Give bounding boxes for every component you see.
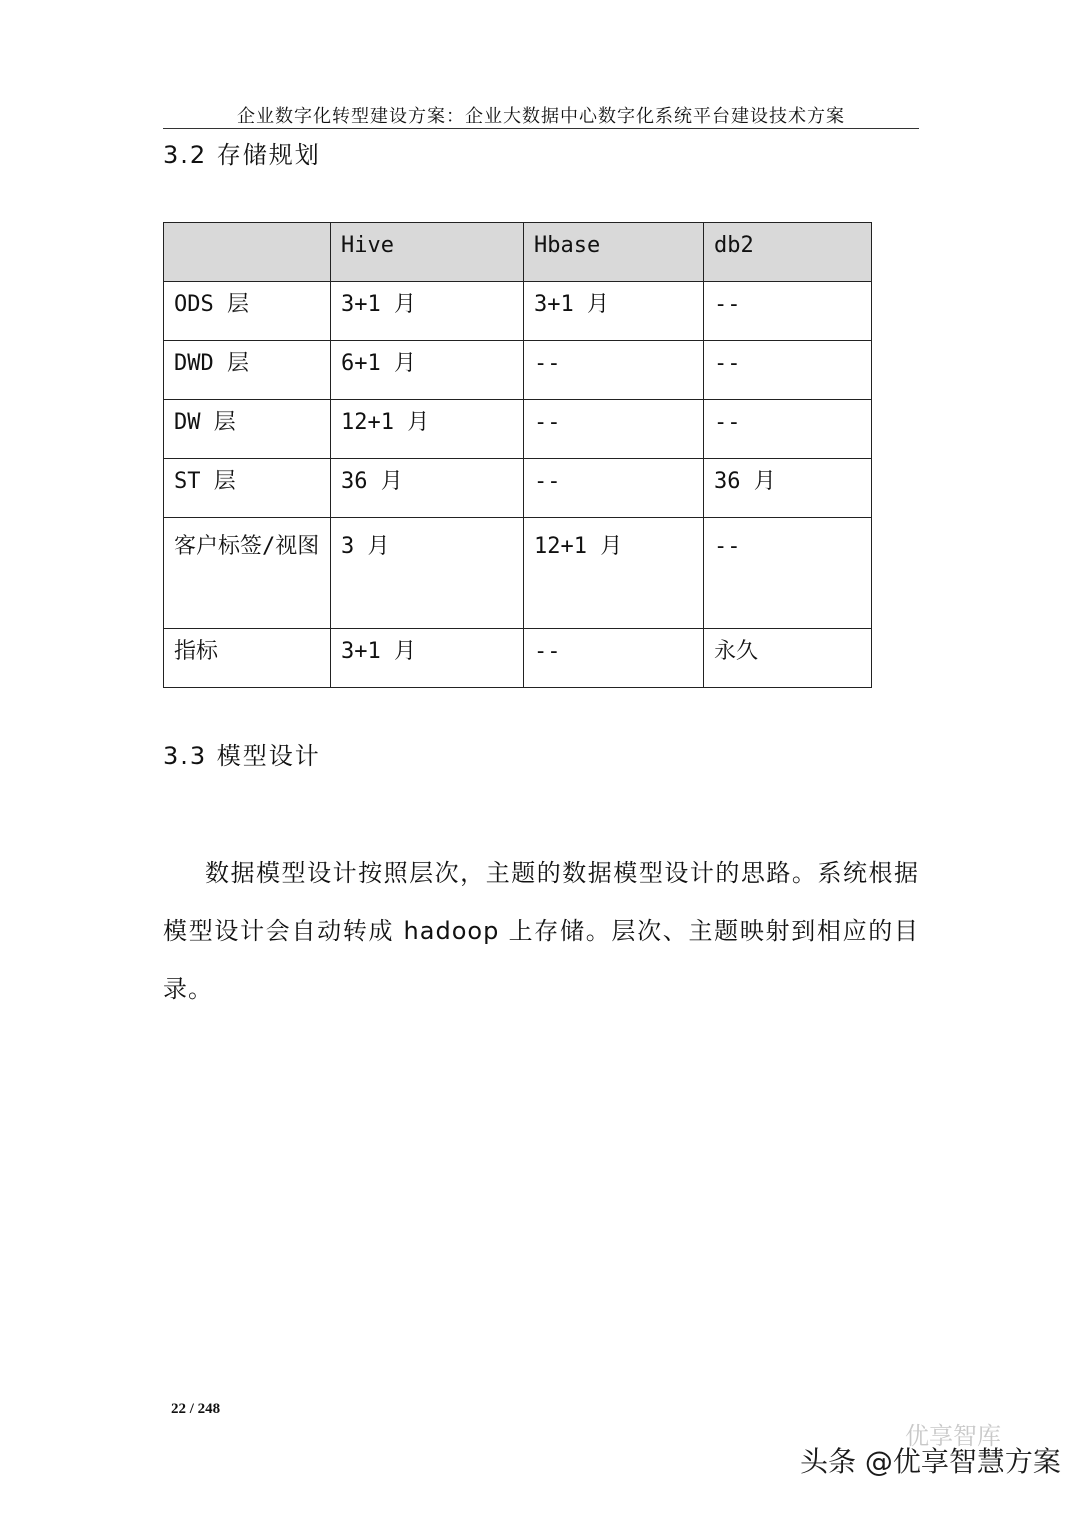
table-cell: 永久 [704, 629, 872, 688]
table-cell: 36 月 [331, 459, 524, 518]
header-divider [163, 128, 919, 129]
table-row [164, 400, 872, 459]
section-heading-3-2: 3.2 存储规划 [163, 141, 321, 169]
table-cell: -- [704, 518, 872, 629]
table-row [164, 341, 872, 400]
table-cell: ST 层 [164, 459, 331, 518]
table-cell: DWD 层 [164, 341, 331, 400]
table-header-cell: Hive [331, 223, 524, 282]
table-header-cell [164, 223, 331, 282]
table-cell: 3 月 [331, 518, 524, 629]
table-header-cell: Hbase [524, 223, 704, 282]
table-row [164, 629, 872, 688]
table-cell: -- [704, 341, 872, 400]
table-cell: -- [524, 400, 704, 459]
table-cell: ODS 层 [164, 282, 331, 341]
table-cell: 3+1 月 [524, 282, 704, 341]
table-row [164, 518, 872, 629]
table-cell: 12+1 月 [331, 400, 524, 459]
table-cell: 6+1 月 [331, 341, 524, 400]
table-header-row [164, 223, 872, 282]
table-cell: 3+1 月 [331, 282, 524, 341]
table-cell: 12+1 月 [524, 518, 704, 629]
table-row [164, 282, 872, 341]
table-header-cell: db2 [704, 223, 872, 282]
page-number: 22 / 248 [171, 1401, 221, 1417]
body-paragraph: 数据模型设计按照层次，主题的数据模型设计的思路。系统根据模型设计会自动转成 hadoop 上存储。层次、主题映射到相应的目录。 [163, 859, 919, 1003]
table-cell: 3+1 月 [331, 629, 524, 688]
header-title: 企业数字化转型建设方案：企业大数据中心数字化系统平台建设技术方案 [237, 106, 845, 127]
table-cell: -- [704, 282, 872, 341]
table-cell: 指标 [164, 629, 331, 688]
storage-plan-table [163, 222, 872, 688]
table-cell: -- [524, 341, 704, 400]
section-heading-3-3: 3.3 模型设计 [163, 742, 321, 770]
table-cell: 36 月 [704, 459, 872, 518]
table-cell: 客户标签/视图 [164, 518, 331, 629]
table-cell: -- [524, 629, 704, 688]
table-cell: DW 层 [164, 400, 331, 459]
watermark-ghost-text: 优享智库 [905, 1422, 1001, 1450]
watermark: 头条 @优享智慧方案 [800, 1445, 1061, 1478]
table-row [164, 459, 872, 518]
table-cell: -- [704, 400, 872, 459]
table-cell: -- [524, 459, 704, 518]
